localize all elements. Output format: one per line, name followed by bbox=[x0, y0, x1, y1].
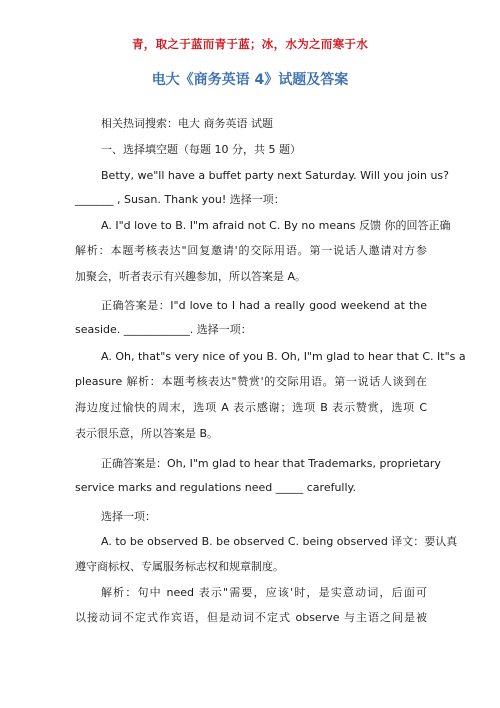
body-line: 表示很乐意，所以答案是 B。 bbox=[75, 427, 219, 440]
body-line: Betty, we"ll have a buffet party next Saturday. Will you join us? bbox=[101, 169, 449, 182]
body-line: 正确答案是：Oh, I"m glad to hear that Trademarks, proprietary bbox=[101, 457, 441, 470]
body-line: 海边度过愉快的周末，选项 A 表示感谢；选项 B 表示赞赏，选项 C bbox=[75, 401, 427, 414]
body-line: A. to be observed B. be observed C. being observed 译文：要认真 bbox=[101, 535, 458, 548]
keywords-line: 相关热词搜索：电大 商务英语 试题 bbox=[101, 117, 273, 130]
body-line: 遵守商标权、专属服务标志权和规章制度。 bbox=[75, 560, 284, 573]
body-line: service marks and regulations need _____ carefully. bbox=[75, 481, 356, 494]
page-title: 电大《商务英语 4》试题及答案 bbox=[151, 72, 349, 88]
motto-banner: 青，取之于蓝而青于蓝；冰，水为之而寒于水 bbox=[132, 37, 368, 51]
body-line: 正确答案是：I"d love to I had a really good weekend at the bbox=[101, 299, 427, 312]
body-line: 解析：本题考核表达"回复邀请'的交际用语。第一说话人邀请对方参 bbox=[75, 244, 427, 257]
body-line: A. I"d love to B. I"m afraid not C. By no means 反馈 你的回答正确 bbox=[101, 219, 451, 232]
body-line: 以接动词不定式作宾语，但是动词不定式 observe 与主语之间是被 bbox=[75, 611, 427, 624]
section-heading: 一、选择填空题（每题 10 分，共 5 题） bbox=[101, 143, 301, 156]
body-line: 解析：句中 need 表示"需要，应该'时，是实意动词，后面可 bbox=[101, 586, 427, 599]
body-line: 加聚会，听者表示有兴趣参加，所以答案是 A。 bbox=[75, 270, 307, 283]
body-line: pleasure 解析：本题考核表达"赞赏'的交际用语。第一说话人谈到在 bbox=[75, 375, 427, 388]
body-line: A. Oh, that"s very nice of you B. Oh, I"m glad to hear that C. It"s a bbox=[101, 350, 466, 363]
body-line: seaside. ____________. 选择一项： bbox=[75, 323, 252, 336]
body-line: _______ , Susan. Thank you! 选择一项： bbox=[75, 193, 285, 206]
body-line: 选择一项： bbox=[101, 510, 156, 523]
